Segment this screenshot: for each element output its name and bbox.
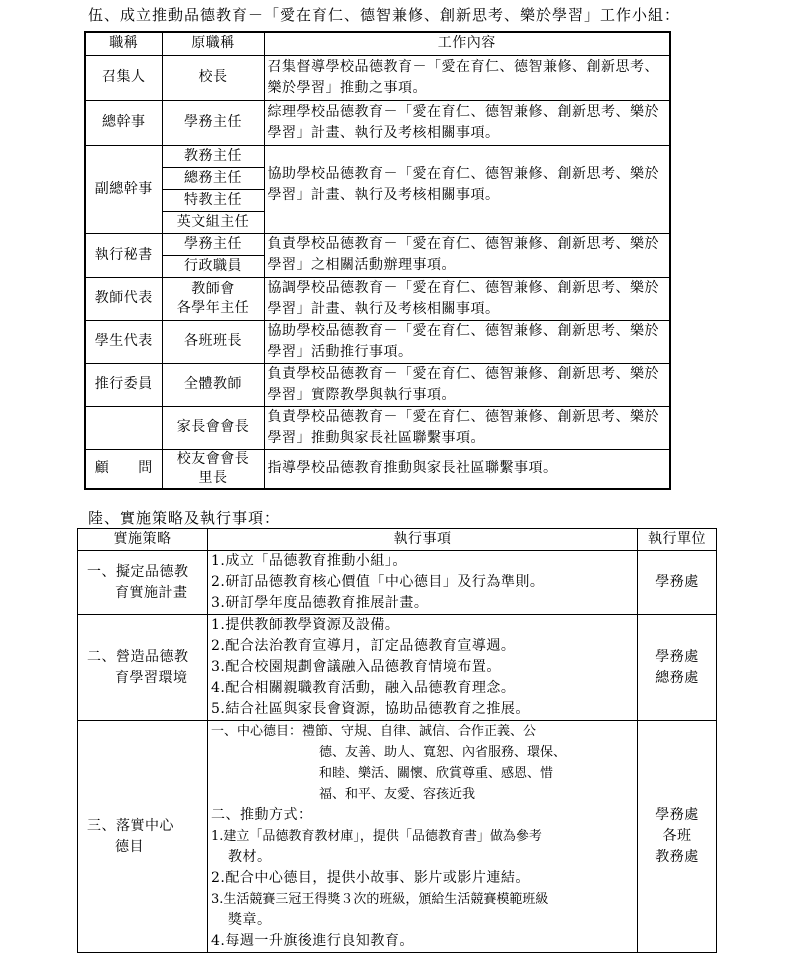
header-work-content: 工作內容 [264,32,670,55]
table-row [85,55,670,100]
list-item: 4.配合相關親職教育活動，融入品德教育理念。 [211,680,516,696]
items-cell [208,551,638,615]
virtues-line: 和睦、樂活、關懷、欣賞尊重、感恩、惜 [319,766,554,781]
row-title: 執行秘書 [85,233,162,277]
row-original-line1: 校友會會長 [176,450,250,467]
row-work: 負責學校品德教育－「愛在育仁、德智兼修、創新思考、樂於學習」推動與家長社區聯繫事項。 [264,406,670,449]
row-original: 各班班長 [162,320,264,363]
unit-cell: 學務處 [638,551,717,615]
header-items: 執行事項 [208,529,638,551]
row-work: 協助學校品德教育－「愛在育仁、德智兼修、創新思考、樂於學習」計畫、執行及考核相關事項。 [264,145,670,233]
strategy-line1: 二、營造品德教 [87,648,189,665]
unit-line: 學務處 [655,807,699,823]
table-row [78,721,717,953]
table-row [78,551,717,615]
table-row [85,277,670,320]
row-title: 推行委員 [85,363,162,406]
table-header-row [78,529,717,551]
row-original: 行政職員 [162,255,264,277]
strategy-cell [78,615,208,721]
row-original-line2: 里長 [198,469,228,486]
row-original: 教務主任 [162,145,264,167]
list-item: 4.每週一升旗後進行良知教育。 [211,933,414,949]
row-original: 家長會會長 [162,406,264,449]
row-original-line2: 各學年主任 [176,299,250,316]
items-cell [208,721,638,953]
row-original [162,449,264,489]
table-row [85,100,670,145]
table-row [85,320,670,363]
list-item: 1.提供教師教學資源及設備。 [211,617,400,633]
row-title: 總幹事 [85,100,162,145]
list-item-cont: 教材。 [228,849,272,865]
items-cell [208,615,638,721]
row-work: 協調學校品德教育－「愛在育仁、德智兼修、創新思考、樂於學習」計畫、執行及考核相關事項。 [264,277,670,320]
table-header-row [85,32,670,55]
row-work: 協助學校品德教育－「愛在育仁、德智兼修、創新思考、樂於學習」活動推行事項。 [264,320,670,363]
list-item-cont: 獎章。 [228,912,272,928]
header-original-title: 原職稱 [162,32,264,55]
unit-line: 總務處 [655,669,699,686]
unit-cell [638,721,717,953]
table-row [85,406,670,449]
unit-line: 教務處 [655,849,699,865]
row-original: 全體教師 [162,363,264,406]
strategy-cell [78,721,208,953]
row-title: 召集人 [85,55,162,100]
row-title: 學生代表 [85,320,162,363]
strategy-line2: 德目 [115,838,144,855]
row-work: 召集督導學校品德教育－「愛在育仁、德智兼修、創新思考、樂於學習」推動之事項。 [264,55,670,100]
strategy-line1: 三、落實中心 [87,817,174,834]
row-original: 學務主任 [162,233,264,255]
list-item: 2.研訂品德教育核心價值「中心德目」及行為準則。 [211,574,545,590]
virtues-label: 一、中心德目：禮節、守規、自律、誠信、合作正義、公 [211,724,537,739]
unit-line: 學務處 [655,648,699,665]
table-row [85,233,670,255]
list-item: 1.建立「品德教育教材庫」，提供「品德教育書」做為參考 [211,829,542,844]
row-original [162,277,264,320]
virtues-line: 福、和平、友愛、容孩近我 [319,787,476,802]
section6-heading: 陸、實施策略及執行事項： [88,509,281,527]
unit-cell [638,615,717,721]
list-item: 3.生活競賽三冠王得獎３次的班級，頒給生活競賽模範班級 [211,892,549,907]
list-item: 3.研訂學年度品德教育推展計畫。 [211,595,429,611]
list-item: 1.成立「品德教育推動小組」。 [211,553,407,569]
header-strategy: 實施策略 [78,529,208,551]
virtues-line: 德、友善、助人、寬恕、內省服務、環保、 [319,745,567,760]
strategy-cell [78,551,208,615]
strategy-line2: 育學習環境 [115,669,188,686]
unit-line: 各班 [662,828,692,844]
row-work: 指導學校品德教育推動與家長社區聯繫事項。 [264,449,670,489]
work-group-table [84,31,671,490]
list-item: 3.配合校園規劃會議融入品德教育情境布置。 [211,659,501,675]
header-title: 職稱 [85,32,162,55]
row-work: 負責學校品德教育－「愛在育仁、德智兼修、創新思考、樂於學習」之相關活動辦理事項。 [264,233,670,277]
row-title: 顧 問 [85,449,162,489]
row-title: 副總幹事 [85,145,162,233]
row-original: 校長 [162,55,264,100]
row-title: 教師代表 [85,277,162,320]
row-work: 負責學校品德教育－「愛在育仁、德智兼修、創新思考、樂於學習」實際教學與執行事項。 [264,363,670,406]
row-original: 英文組主任 [162,211,264,233]
section5-heading: 伍、成立推動品德教育－「愛在育仁、德智兼修、創新思考、樂於學習」工作小組： [88,6,681,24]
row-original: 特教主任 [162,189,264,211]
row-original-line1: 教師會 [191,280,235,297]
row-title [85,406,162,449]
table-row [85,363,670,406]
row-original: 總務主任 [162,167,264,189]
methods-label: 二、推動方式： [211,807,313,823]
list-item: 2.配合法治教育宣導月，訂定品德教育宣導週。 [211,638,516,654]
row-original: 學務主任 [162,100,264,145]
list-item: 5.結合社區與家長會資源，協助品德教育之推展。 [211,701,530,717]
table-row [85,449,670,489]
strategy-line2: 育實施計畫 [115,584,188,601]
strategy-line1: 一、擬定品德教 [87,563,189,580]
row-work: 綜理學校品德教育－「愛在育仁、德智兼修、創新思考、樂於學習」計畫、執行及考核相關事項。 [264,100,670,145]
table-row [78,615,717,721]
list-item: 2.配合中心德目，提供小故事、影片或影片連結。 [211,870,530,886]
table-row [85,145,670,167]
header-unit: 執行單位 [638,529,717,551]
strategy-table [77,528,717,953]
